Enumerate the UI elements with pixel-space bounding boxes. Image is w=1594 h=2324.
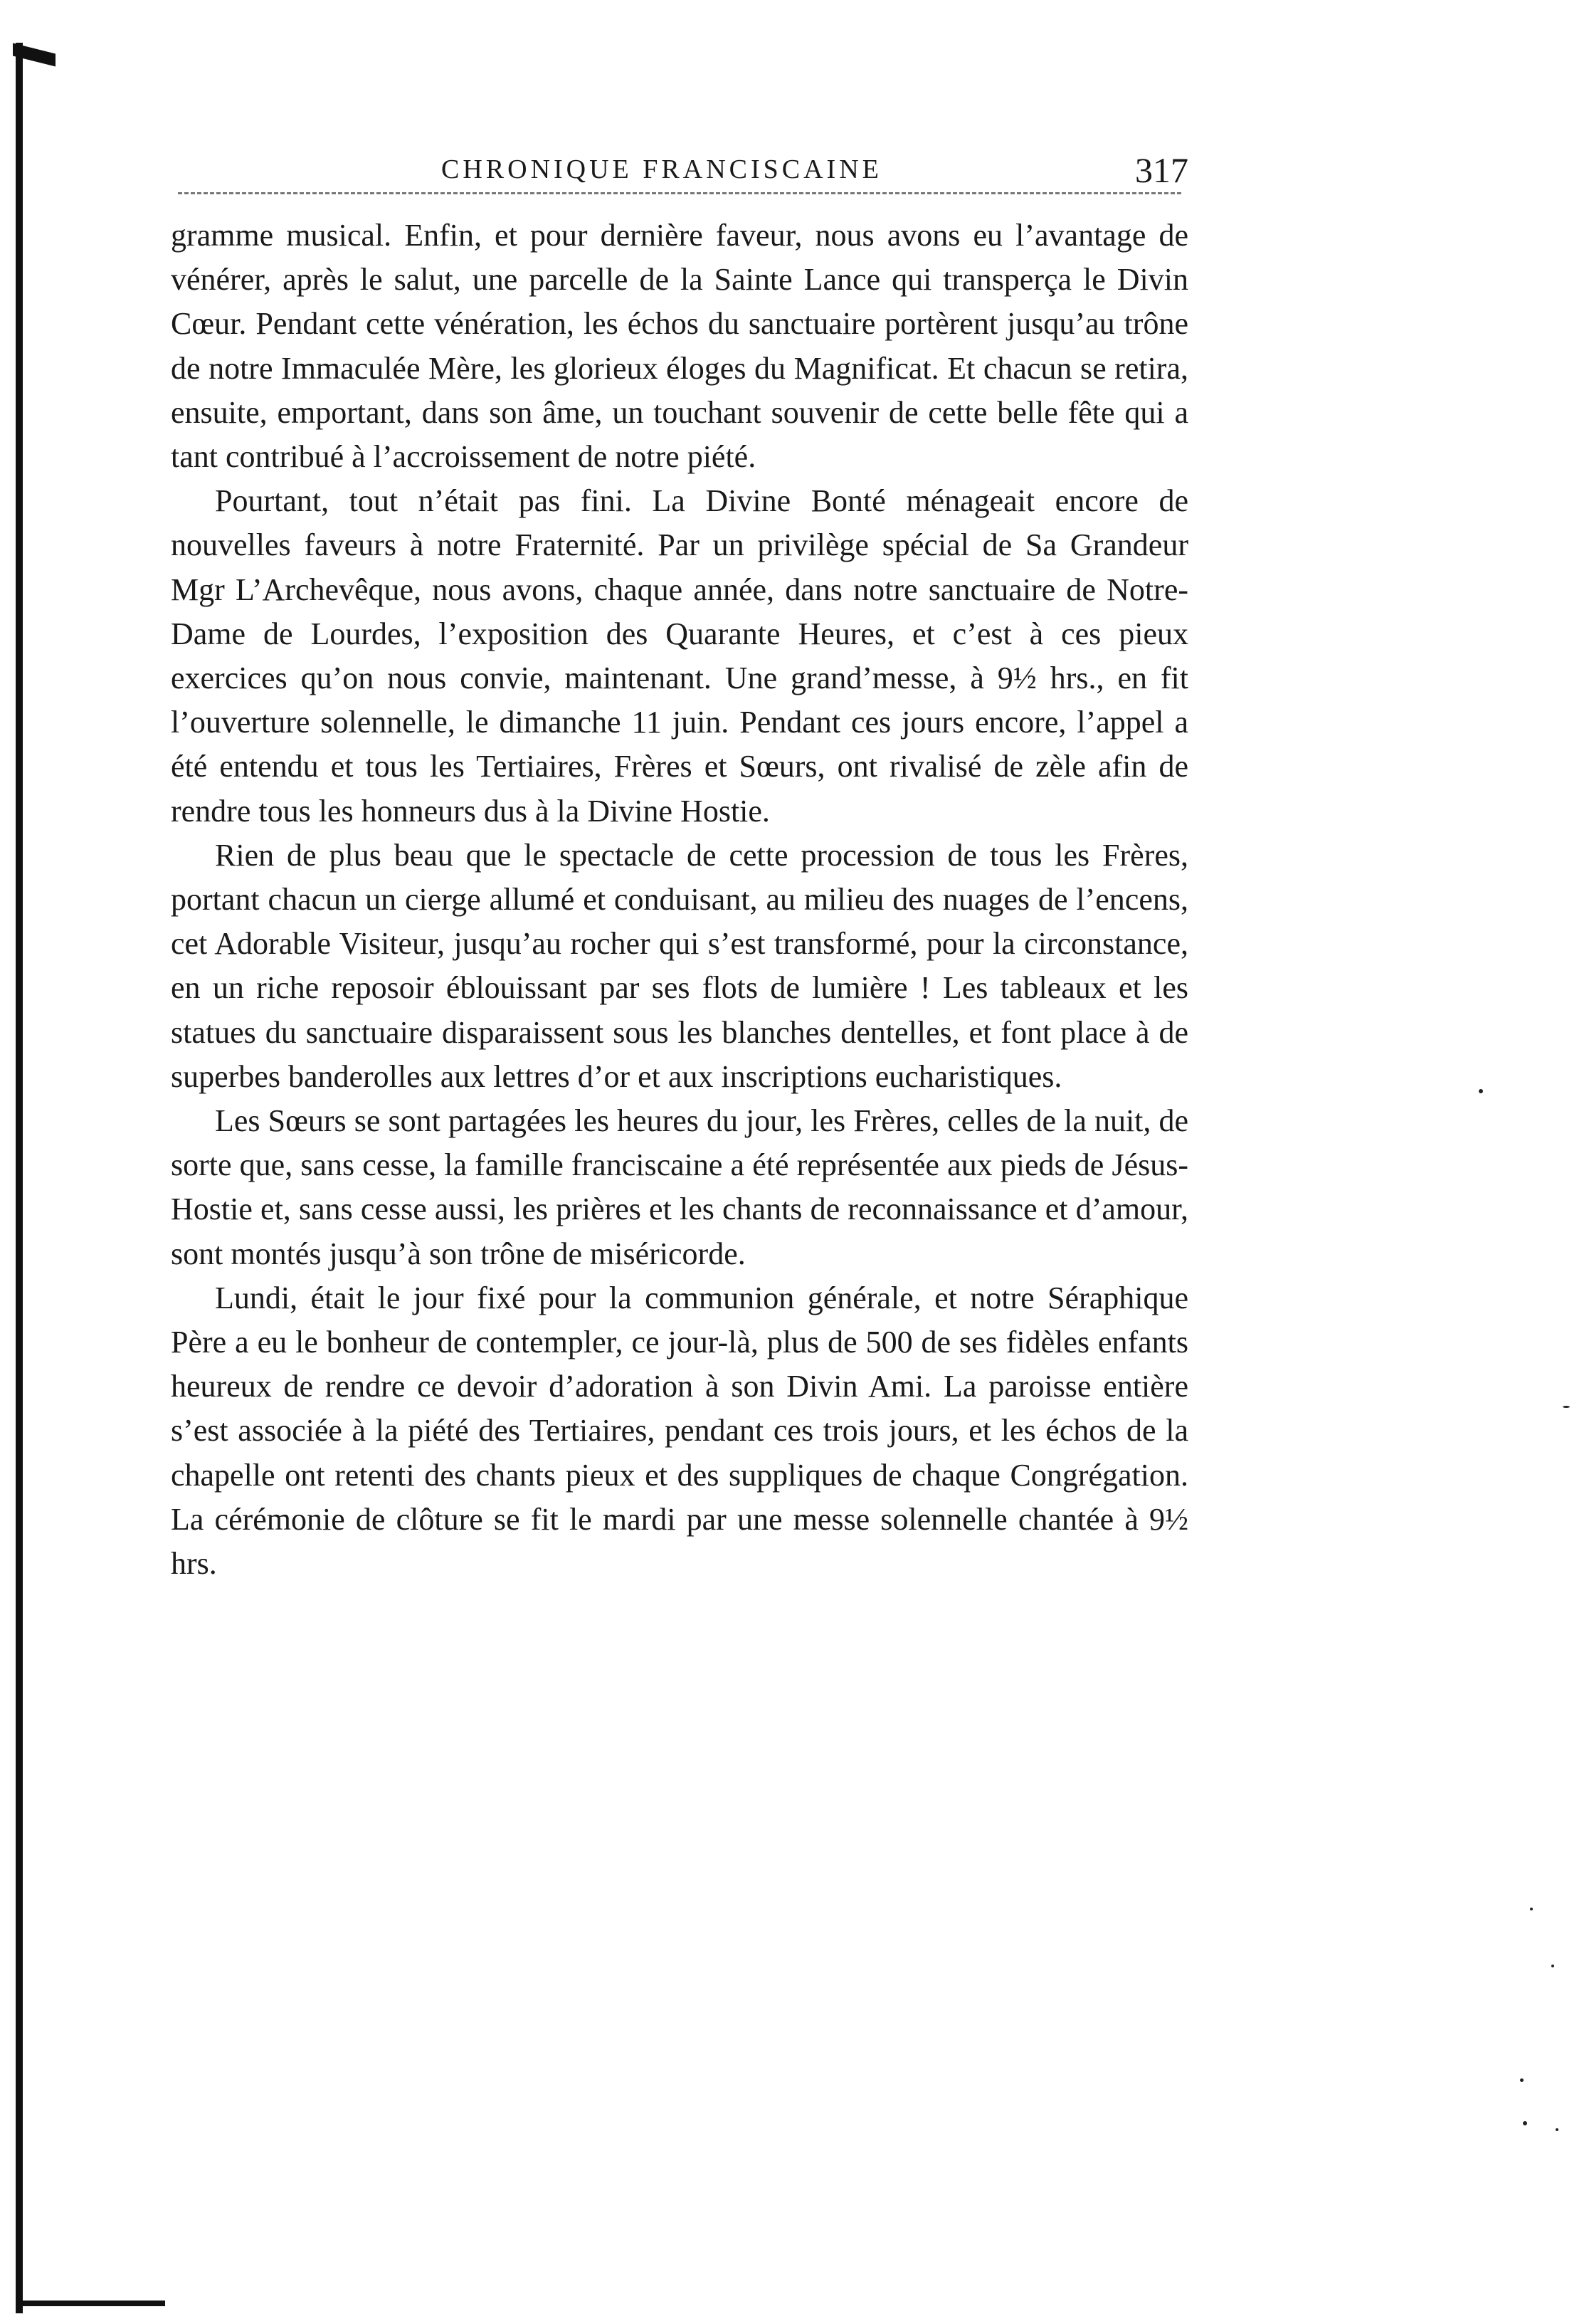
binding-foot-line	[16, 2301, 165, 2306]
paragraph-1: gramme musical. Enfin, et pour dernière faveur, nous avons eu l’avantage de vénérer, après le salut, une parcelle de la Sainte Lance qui transperça le Divin Cœur. Pendant cette vénération, les échos du sanctuaire portèrent jusqu’au trône de notre Immaculée Mère, les glorieux éloges du Magnificat. Et chacun se retira, ensuite, emportant, dans son âme, un touchant souvenir de cette belle fête qui a tant contribué à l’accroissement de notre piété.	[171, 218, 1188, 475]
page-binding-edge	[16, 43, 23, 2313]
paragraph-4: Les Sœurs se sont partagées les heures du jour, les Frères, celles de la nuit, de sorte que, sans cesse, la famille franciscaine a été représentée aux pieds de Jésus-Hostie et, sans cesse aussi, les prières et les chants de reconnaissance et d’amour, sont montés jusqu’à son trône de miséricorde.	[171, 1103, 1188, 1271]
scan-speck	[1520, 2078, 1524, 2082]
header-rule	[178, 192, 1181, 194]
running-head: CHRONIQUE FRANCISCAINE	[441, 154, 882, 184]
paragraph-3: Rien de plus beau que le spectacle de cette procession de tous les Frères, portant chacun un cierge allumé et conduisant, au milieu des nuages de l’encens, cet Adorable Visiteur, jusqu’au rocher qui s’est transformé, pour la circonstance, en un riche reposoir éblouissant par ses flots de lumière ! Les tableaux et les statues du sanctuaire disparaissent sous les blanches dentelles, et font place à de superbes banderolles aux lettres d’or et aux inscriptions eucharistiques.	[171, 837, 1188, 1094]
scan-speck	[1563, 1406, 1570, 1408]
scan-speck	[1523, 2121, 1527, 2125]
scan-speck	[1479, 1089, 1483, 1093]
paragraph-5: Lundi, était le jour fixé pour la communion générale, et notre Séraphique Père a eu le bonheur de contempler, ce jour-là, plus de 500 de ses fidèles enfants heureux de rendre ce devoir d’adoration à son Divin Ami. La paroisse entière s’est associée à la piété des Tertiaires, pendant ces trois jours, et les échos de la chapelle ont retenti des chants pieux et des suppliques de chaque Congrégation. La cérémonie de clôture se fit le mardi par une messe solennelle chantée à 9½ hrs.	[171, 1280, 1188, 1582]
scan-speck	[1530, 1908, 1533, 1910]
paragraph-2: Pourtant, tout n’était pas fini. La Divine Bonté ménageait encore de nouvelles faveurs à notre Fraternité. Par un privilège spécial de Sa Grandeur Mgr L’Archevêque, nous avons, chaque année, dans notre sanctuaire de Notre-Dame de Lourdes, l’exposition des Quarante Heures, et c’est à ces pieux exercices qu’on nous convie, maintenant. Une grand’messe, à 9½ hrs., en fit l’ouverture solennelle, le dimanche 11 juin. Pendant ces jours encore, l’appel a été entendu et tous les Tertiaires, Frères et Sœurs, ont rivalisé de zèle afin de rendre tous les honneurs dus à la Divine Hostie.	[171, 483, 1188, 829]
scan-speck	[1551, 1965, 1554, 1967]
page-number: 317	[1135, 150, 1188, 190]
body-text	[171, 214, 1188, 1586]
scan-speck	[1556, 2128, 1558, 2131]
page-header	[171, 149, 1188, 199]
